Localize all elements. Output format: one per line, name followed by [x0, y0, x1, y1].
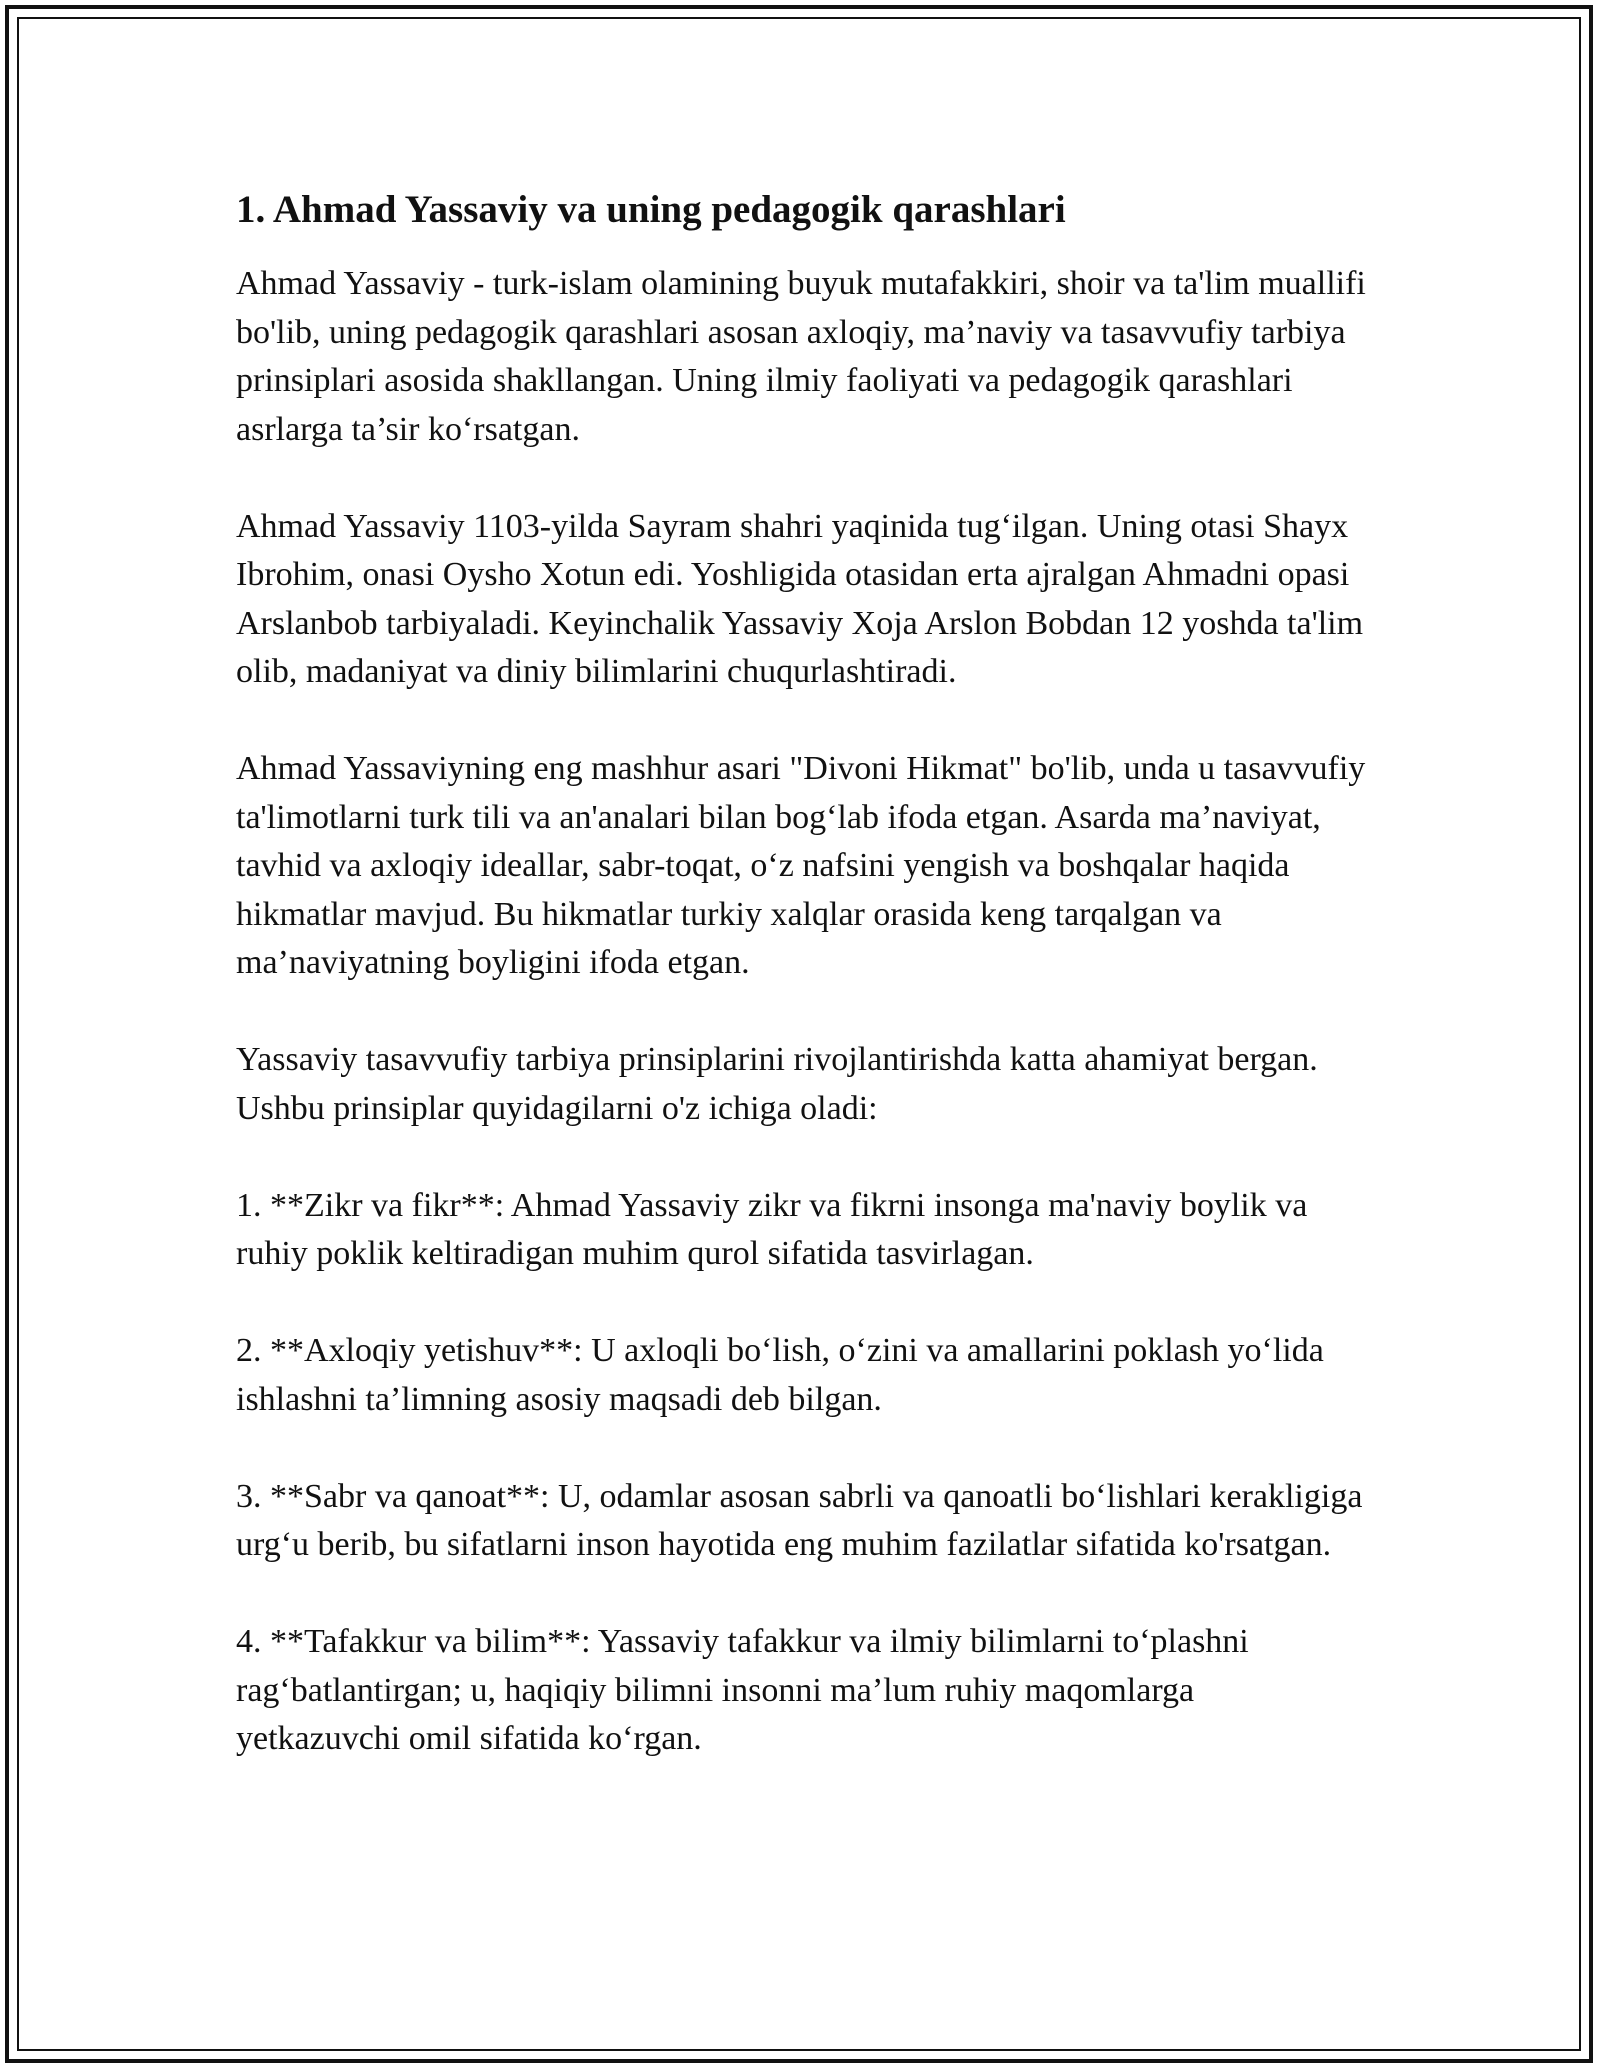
paragraph-intro: Ahmad Yassaviy - turk-islam olamining buyuk mutafakkiri, shoir va ta'lim muallifi bo'lib, uning pedagogik qarashlari asosan axloqiy, ma’naviy va tasavvufiy tarbiya prinsiplari asosida shakllangan. Uning ilmiy faoliyati va pedagogik qarashlari asrlarga ta’sir ko‘rsatgan.: [236, 265, 1366, 448]
paragraph-biography: Ahmad Yassaviy 1103-yilda Sayram shahri yaqinida tug‘ilgan. Uning otasi Shayx Ibrohim, onasi Oysho Xotun edi. Yoshligida otasidan erta ajralgan Ahmadni opasi Arslanbob tarbiyaladi. Keyinchalik Yassaviy Xoja Arslon Bobdan 12 yoshda ta'lim olib, madaniyat va diniy bilimlarini chuqurlashtiradi.: [236, 507, 1364, 690]
paragraph-principles-intro: Yassaviy tasavvufiy tarbiya prinsiplarini rivojlantirishda katta ahamiyat bergan. Ushbu prinsiplar quyidagilarni o'z ichiga oladi:: [236, 1041, 1318, 1127]
paragraph-divoni-hikmat: Ahmad Yassaviyning eng mashhur asari "Divoni Hikmat" bo'lib, unda u tasavvufiy ta'limotlarni turk tili va an'analari bilan bog‘lab ifoda etgan. Asarda ma’naviyat, tavhid va axloqiy ideallar, sabr-toqat, o‘z nafsini yengish va boshqalar haqida hikmatlar mavjud. Bu hikmatlar turkiy xalqlar orasida keng tarqalgan va ma’naviyatning boyligini ifoda etgan.: [236, 750, 1366, 981]
document-body: [236, 186, 1366, 1764]
document-heading: 1. Ahmad Yassaviy va uning pedagogik qarashlari: [236, 188, 1066, 231]
list-item-sabr-va-qanoat: 3. **Sabr va qanoat**: U, odamlar asosan sabrli va qanoatli bo‘lishlari kerakligiga urg‘u berib, bu sifatlarni inson hayotida eng muhim fazilatlar sifatida ko'rsatgan.: [236, 1477, 1363, 1563]
list-item-axloqiy-yetishuv: 2. **Axloqiy yetishuv**: U axloqli bo‘lish, o‘zini va amallarini poklash yo‘lida ishlashni ta’limning asosiy maqsadi deb bilgan.: [236, 1332, 1324, 1418]
list-item-zikr-va-fikr: 1. **Zikr va fikr**: Ahmad Yassaviy zikr va fikrni insonga ma'naviy boylik va ruhiy poklik keltiradigan muhim qurol sifatida tasvirlagan.: [236, 1186, 1308, 1272]
list-item-tafakkur-va-bilim: 4. **Tafakkur va bilim**: Yassaviy tafakkur va ilmiy bilimlarni to‘plashni rag‘batlantirgan; u, haqiqiy bilimni insonni ma’lum ruhiy maqomlarga yetkazuvchi omil sifatida ko‘rgan.: [236, 1623, 1249, 1757]
